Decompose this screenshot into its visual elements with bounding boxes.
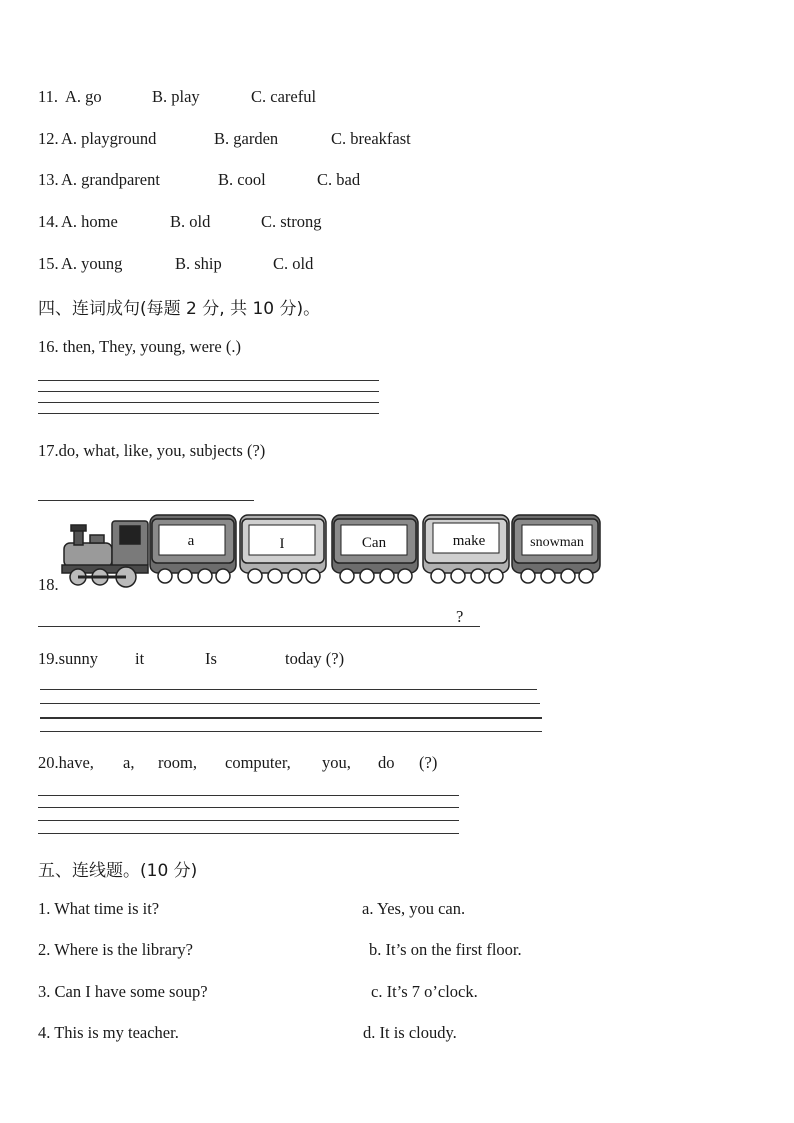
- question-16: 16. then, They, young, were (.): [38, 337, 241, 356]
- option-c: C. careful: [251, 87, 317, 106]
- option-c: C. bad: [317, 170, 361, 189]
- section-5-heading: 五、连线题。(10 分): [38, 861, 198, 881]
- question-17: 17.do, what, like, you, subjects (?): [38, 441, 266, 460]
- word: you,: [322, 753, 351, 772]
- answer-line: [38, 413, 379, 414]
- option-c: C. strong: [261, 212, 322, 231]
- word: Is: [205, 649, 217, 668]
- answer-line: [38, 500, 254, 501]
- word: sunny: [58, 649, 99, 668]
- question-11: [38, 87, 317, 107]
- option-a: A. young: [61, 254, 123, 273]
- option-a: A. grandparent: [61, 170, 160, 189]
- word: it: [135, 649, 145, 668]
- answer-line: [40, 689, 537, 690]
- match-right-d: d. It is cloudy.: [363, 1023, 457, 1042]
- answer-line: [38, 402, 379, 403]
- match-right-a: a. Yes, you can.: [362, 899, 466, 918]
- option-a: A. home: [61, 212, 118, 231]
- word: have,: [58, 753, 94, 772]
- question-18-number: 18.: [38, 575, 59, 594]
- question-15: [38, 254, 314, 274]
- word: computer,: [225, 753, 291, 772]
- match-left-3: 3. Can I have some soup?: [38, 982, 208, 1001]
- option-b: B. cool: [218, 170, 266, 189]
- answer-line: [38, 833, 459, 834]
- locomotive: [62, 521, 148, 587]
- match-left-4: 4. This is my teacher.: [38, 1023, 179, 1042]
- question-18-end-mark: ?: [456, 607, 464, 626]
- option-c: C. breakfast: [331, 129, 411, 148]
- question-number: 11.: [38, 87, 59, 106]
- answer-line: [38, 391, 379, 392]
- question-14: [38, 212, 322, 232]
- word-1: a: [187, 533, 195, 549]
- option-a: A. go: [65, 87, 102, 106]
- match-left-1: 1. What time is it?: [38, 899, 160, 918]
- word-4: make: [452, 533, 486, 549]
- match-right-b: b. It’s on the first floor.: [369, 940, 522, 959]
- answer-line: [40, 717, 542, 719]
- question-20: [38, 753, 438, 773]
- question-12: [38, 129, 411, 149]
- word-5: snowman: [530, 535, 584, 550]
- section-4-heading: 四、连词成句(每题 2 分, 共 10 分)。: [38, 299, 321, 319]
- word: today (?): [285, 649, 345, 668]
- option-b: B. garden: [214, 129, 279, 148]
- answer-line: [38, 795, 459, 796]
- option-b: B. old: [170, 212, 211, 231]
- question-number: 12.: [38, 129, 59, 148]
- answer-line: [38, 807, 459, 808]
- answer-line: [40, 703, 540, 704]
- match-left-2: 2. Where is the library?: [38, 940, 194, 959]
- option-b: B. ship: [175, 254, 222, 273]
- match-right-c: c. It’s 7 o’clock.: [371, 982, 478, 1001]
- question-number: 14.: [38, 212, 59, 231]
- option-b: B. play: [152, 87, 200, 106]
- train-illustration: [60, 513, 605, 591]
- option-a: A. playground: [61, 129, 157, 148]
- option-c: C. old: [273, 254, 314, 273]
- question-number: 20.: [38, 753, 59, 772]
- word: room,: [158, 753, 197, 772]
- question-number: 13.: [38, 170, 59, 189]
- answer-line: [40, 731, 542, 732]
- word-3: Can: [361, 535, 387, 551]
- question-19: [38, 649, 345, 669]
- word: do: [378, 753, 395, 772]
- word: (?): [419, 753, 438, 772]
- question-number: 15.: [38, 254, 59, 273]
- answer-line: [38, 820, 459, 821]
- question-number: 19.: [38, 649, 59, 668]
- answer-line: [38, 380, 379, 381]
- word: a,: [123, 753, 135, 772]
- word-2: I: [279, 536, 285, 552]
- question-13: [38, 170, 361, 190]
- answer-line: [38, 626, 480, 627]
